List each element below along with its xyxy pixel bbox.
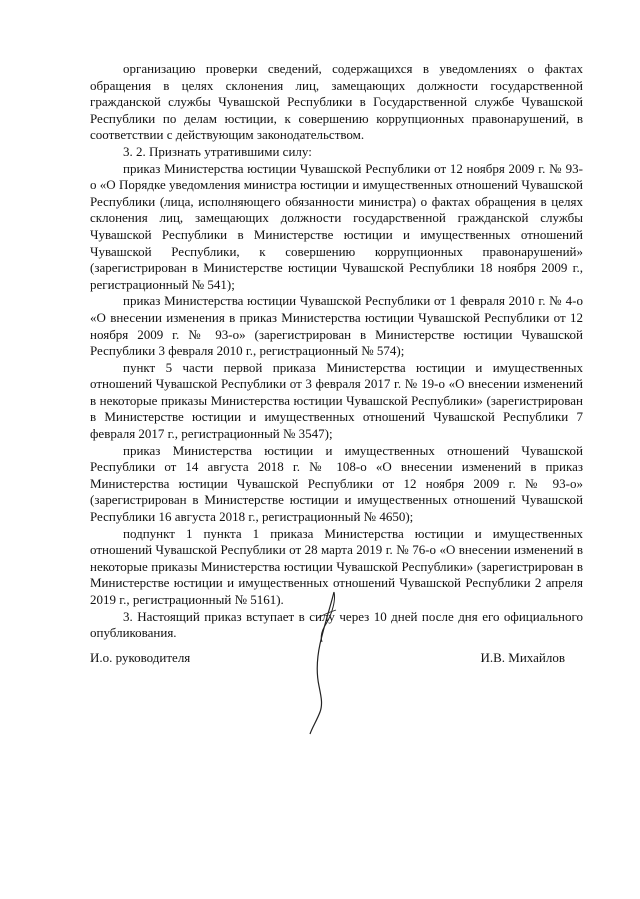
- paragraph-continuation: организацию проверки сведений, содержащихся в уведомлениях о фактах обращения в целях склонения лиц, замещающих должности государственной гражданской службы Чувашской Республики в Государственной службе Чувашской Республики по делам юстиции, к совершению коррупционных правонарушений, в соответствии с действующим законодательством.: [90, 61, 583, 143]
- paragraph-order-93: приказ Министерства юстиции Чувашской Республики от 12 ноября 2009 г. № 93-о «О Порядке уведомления министра юстиции и имущественных отношений Чувашской Республики (лица, исполняющего обязанности министра) о фактах обращения в целях склонения лиц, замещающих должности государственной гражданской службы Чувашской Республики в Министерстве юстиции и имущественных отношений Чувашской Республики, к совершению коррупционных правонарушений» (зарегистрирован в Министерстве юстиции Чувашской Республики 18 ноября 2009 г., регистрационный № 541);: [90, 160, 583, 292]
- handwritten-signature: [290, 588, 350, 738]
- paragraph-order-76: подпункт 1 пункта 1 приказа Министерства юстиции и имущественных отношений Чувашской Республики от 28 марта 2019 г. № 76-о «О внесении изменений в некоторые приказы Министерства юстиции Чувашской Республики» (зарегистрирован в Министерстве юстиции и имущественных отношений Чувашской Республики 2 апреля 2019 г., регистрационный № 5161).: [90, 525, 583, 607]
- paragraph-effective-date: 3. Настоящий приказ вступает в силу через 10 дней после дня его официального опубликования.: [90, 608, 583, 641]
- paragraph-order-108: приказ Министерства юстиции и имущественных отношений Чувашской Республики от 14 августа 2018 г. № 108-о «О внесении изменений в приказ Министерства юстиции Чувашской Республики от 12 ноября 2009 г. № 93-о» (зарегистрирован в Министерстве юстиции и имущественных отношений Чувашской Республики 16 августа 2018 г., регистрационный № 4650);: [90, 442, 583, 525]
- document-body: [90, 61, 583, 642]
- paragraph-order-19: пункт 5 части первой приказа Министерства юстиции и имущественных отношений Чувашской Республики от 3 февраля 2017 г. № 19-о «О внесении изменений в некоторые приказы Министерства юстиции Чувашской Республики» (зарегистрирован в Министерстве юстиции и имущественных отношений Чувашской Республики 7 февраля 2017 г., регистрационный № 3547);: [90, 359, 583, 442]
- signatory-position: И.о. руководителя: [90, 650, 191, 665]
- signatory-name: И.В. Михайлов: [480, 650, 565, 665]
- paragraph-invalidate-heading: 3. 2. Признать утратившими силу:: [123, 143, 312, 159]
- paragraph-order-4: приказ Министерства юстиции Чувашской Республики от 1 февраля 2010 г. № 4-о «О внесении изменения в приказ Министерства юстиции Чувашской Республики от 12 ноября 2009 г. № 93-о» (зарегистрирован в Министерстве юстиции Чувашской Республики 3 февраля 2010 г., регистрационный № 574);: [90, 293, 583, 359]
